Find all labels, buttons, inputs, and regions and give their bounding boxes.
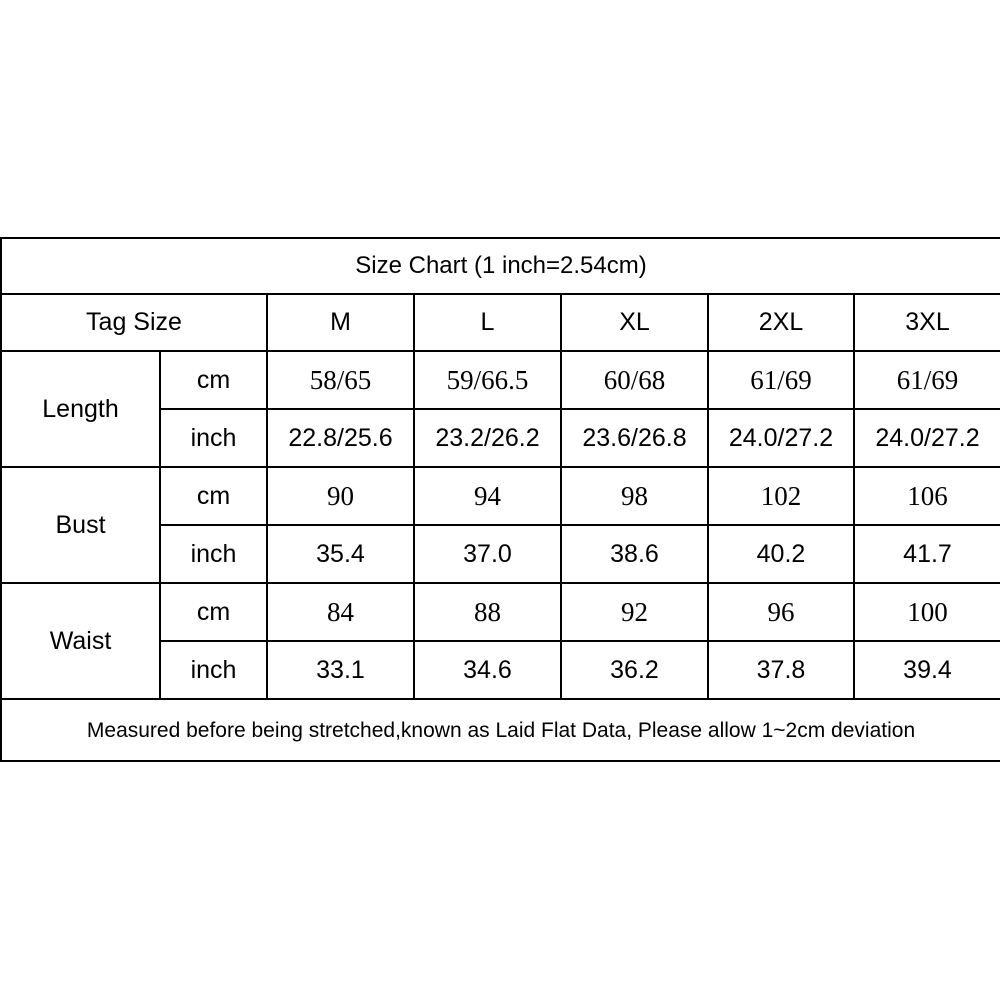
table-cell: 37.8 — [708, 641, 854, 699]
table-cell: 41.7 — [854, 525, 1000, 583]
size-header-l: L — [414, 294, 561, 351]
table-cell: 92 — [561, 583, 708, 641]
size-header-2xl: 2XL — [708, 294, 854, 351]
table-cell: 23.2/26.2 — [414, 409, 561, 467]
table-cell: 98 — [561, 467, 708, 525]
group-label-waist: Waist — [1, 583, 160, 699]
table-cell: 58/65 — [267, 351, 414, 409]
table-cell: 90 — [267, 467, 414, 525]
table-cell: 34.6 — [414, 641, 561, 699]
size-header-3xl: 3XL — [854, 294, 1000, 351]
group-label-bust: Bust — [1, 467, 160, 583]
table-cell: 33.1 — [267, 641, 414, 699]
size-chart-table — [0, 237, 1000, 762]
unit-label: cm — [160, 351, 267, 409]
table-cell: 23.6/26.8 — [561, 409, 708, 467]
table-cell: 106 — [854, 467, 1000, 525]
table-cell: 22.8/25.6 — [267, 409, 414, 467]
table-cell: 59/66.5 — [414, 351, 561, 409]
table-row — [1, 583, 1000, 641]
table-cell: 37.0 — [414, 525, 561, 583]
table-cell: 96 — [708, 583, 854, 641]
size-header-xl: XL — [561, 294, 708, 351]
table-cell: 40.2 — [708, 525, 854, 583]
unit-label: cm — [160, 467, 267, 525]
size-chart — [0, 237, 1000, 761]
chart-title: Size Chart (1 inch=2.54cm) — [1, 238, 1000, 294]
table-row — [1, 351, 1000, 409]
table-cell: 35.4 — [267, 525, 414, 583]
table-cell: 102 — [708, 467, 854, 525]
group-label-length: Length — [1, 351, 160, 467]
table-cell: 94 — [414, 467, 561, 525]
table-cell: 38.6 — [561, 525, 708, 583]
table-cell: 100 — [854, 583, 1000, 641]
unit-label: inch — [160, 525, 267, 583]
table-cell: 88 — [414, 583, 561, 641]
header-row — [1, 294, 1000, 351]
unit-label: cm — [160, 583, 267, 641]
table-cell: 84 — [267, 583, 414, 641]
table-cell: 24.0/27.2 — [708, 409, 854, 467]
tag-size-label: Tag Size — [1, 294, 267, 351]
measurement-note: Measured before being stretched,known as Laid Flat Data, Please allow 1~2cm deviation — [1, 699, 1000, 761]
table-cell: 60/68 — [561, 351, 708, 409]
unit-label: inch — [160, 409, 267, 467]
table-cell: 36.2 — [561, 641, 708, 699]
table-cell: 39.4 — [854, 641, 1000, 699]
table-row — [1, 467, 1000, 525]
table-cell: 61/69 — [708, 351, 854, 409]
table-cell: 61/69 — [854, 351, 1000, 409]
table-cell: 24.0/27.2 — [854, 409, 1000, 467]
unit-label: inch — [160, 641, 267, 699]
size-header-m: M — [267, 294, 414, 351]
